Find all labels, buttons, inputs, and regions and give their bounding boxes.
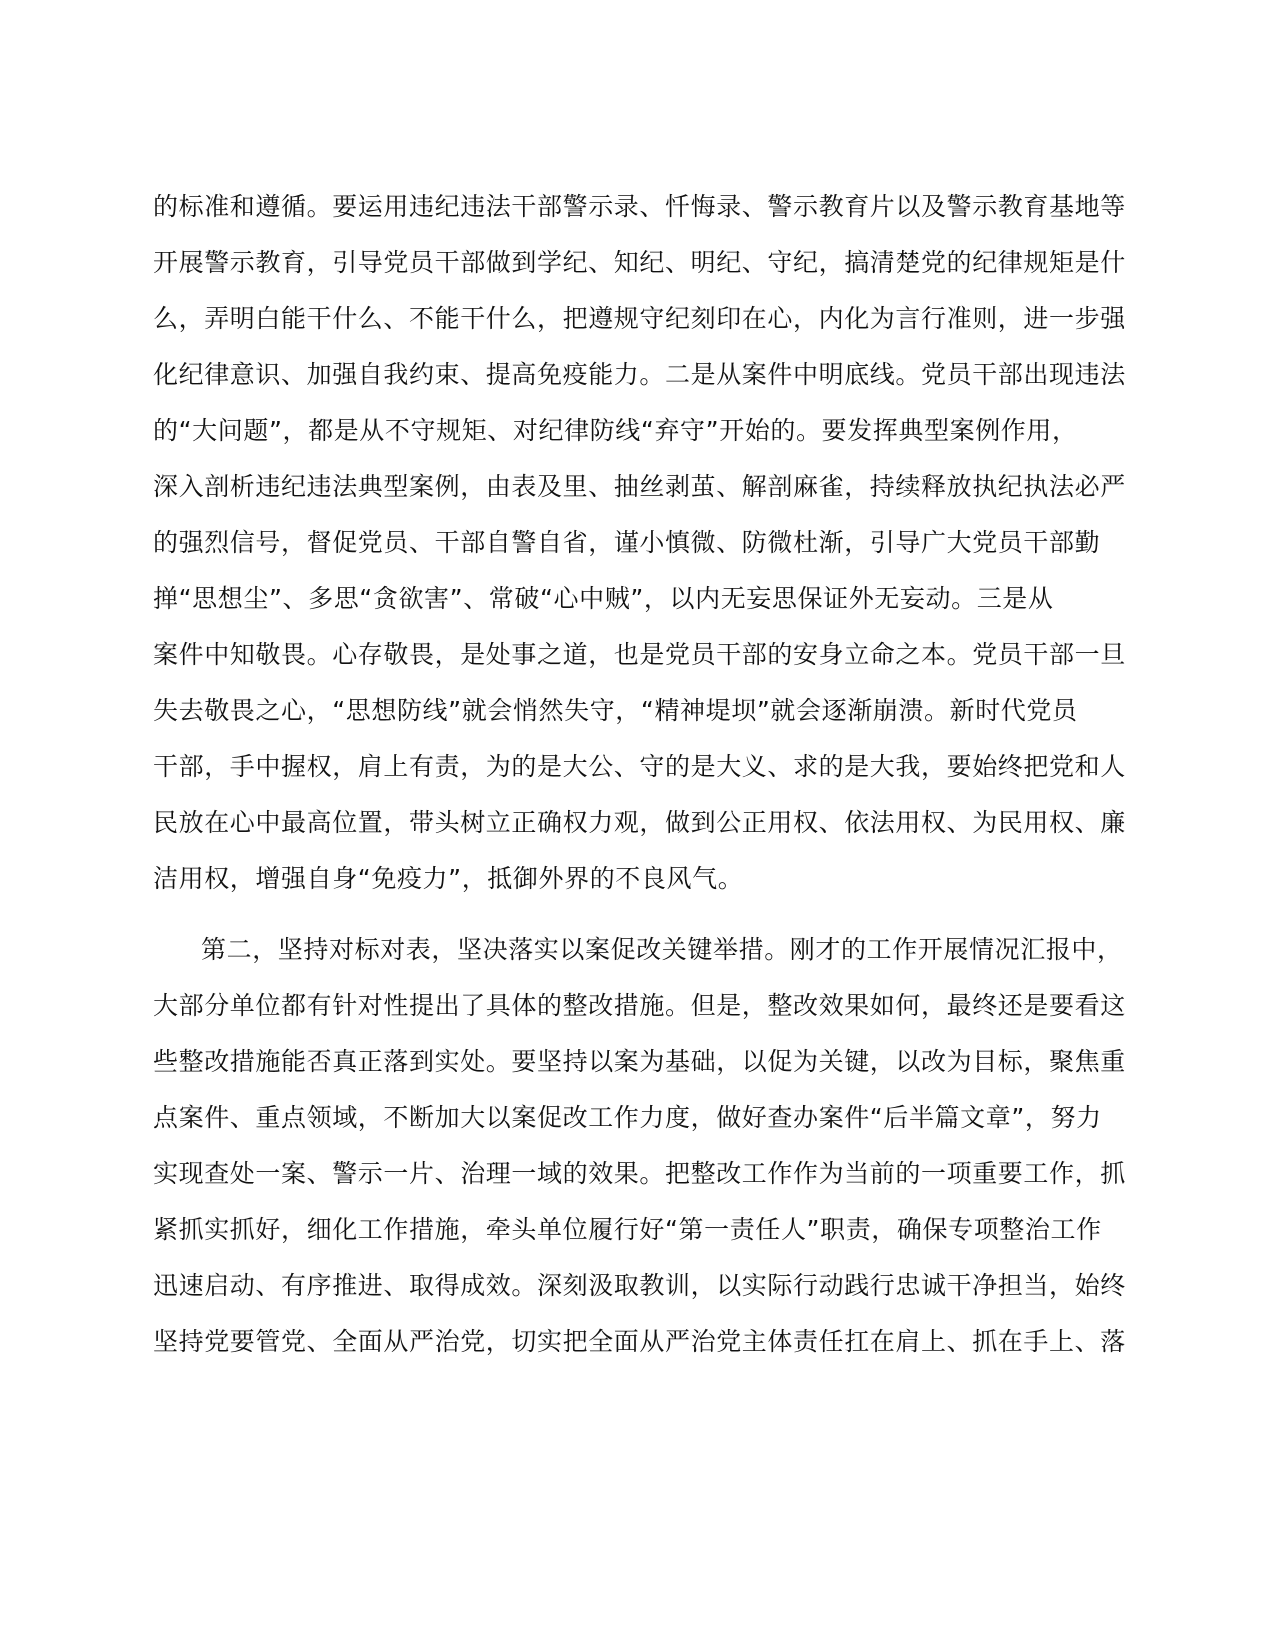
text-line: 么，弄明白能干什么、不能干什么，把遵规守纪刻印在心，内化为言行准则，进一步强: [153, 304, 1126, 333]
text-line: 实现查处一案、警示一片、治理一域的效果。把整改工作作为当前的一项重要工作，抓: [153, 1159, 1126, 1188]
text-line: 化纪律意识、加强自我约束、提高免疫能力。二是从案件中明底线。党员干部出现违法: [153, 360, 1126, 389]
text-line: 洁用权，增强自身“免疫力”，抵御外界的不良风气。: [153, 864, 744, 893]
text-line: 的标准和遵循。要运用违纪违法干部警示录、忏悔录、警示教育片以及警示教育基地等: [153, 192, 1126, 221]
text-line: 深入剖析违纪违法典型案例，由表及里、抽丝剥茧、解剖麻雀，持续释放执纪执法必严: [153, 472, 1126, 501]
text-line: 案件中知敬畏。心存敬畏，是处事之道，也是党员干部的安身立命之本。党员干部一旦: [153, 640, 1126, 669]
text-line: 干部，手中握权，肩上有责，为的是大公、守的是大义、求的是大我，要始终把党和人: [153, 752, 1126, 781]
text-line: 紧抓实抓好，细化工作措施，牵头单位履行好“第一责任人”职责，确保专项整治工作: [153, 1215, 1102, 1244]
text-line: 的强烈信号，督促党员、干部自警自省，谨小慎微、防微杜渐，引导广大党员干部勤: [153, 528, 1101, 557]
text-line: 失去敬畏之心，“思想防线”就会悄然失守，“精神堤坝”就会逐渐崩溃。新时代党员: [153, 696, 1078, 725]
text-line: 民放在心中最高位置，带头树立正确权力观，做到公正用权、依法用权、为民用权、廉: [153, 808, 1126, 837]
text-line: 的“大问题”，都是从不守规矩、对纪律防线“弃守”开始的。要发挥典型案例作用，: [153, 416, 1078, 445]
text-line: 迅速启动、有序推进、取得成效。深刻汲取教训，以实际行动践行忠诚干净担当，始终: [153, 1271, 1126, 1300]
text-line: 掸“思想尘”、多思“贪欲害”、常破“心中贼”，以内无妄思保证外无妄动。三是从: [153, 584, 1054, 613]
text-line: 大部分单位都有针对性提出了具体的整改措施。但是，整改效果如何，最终还是要看这: [153, 991, 1126, 1020]
text-line: 第二，坚持对标对表，坚决落实以案促改关键举措。刚才的工作开展情况汇报中，: [201, 935, 1123, 964]
text-line: 点案件、重点领域，不断加大以案促改工作力度，做好查办案件“后半篇文章”，努力: [153, 1103, 1102, 1132]
text-line: 些整改措施能否真正落到实处。要坚持以案为基础，以促为关键，以改为目标，聚焦重: [153, 1047, 1126, 1076]
text-line: 开展警示教育，引导党员干部做到学纪、知纪、明纪、守纪，搞清楚党的纪律规矩是什: [153, 248, 1126, 277]
text-line: 坚持党要管党、全面从严治党，切实把全面从严治党主体责任扛在肩上、抓在手上、落: [153, 1327, 1126, 1356]
